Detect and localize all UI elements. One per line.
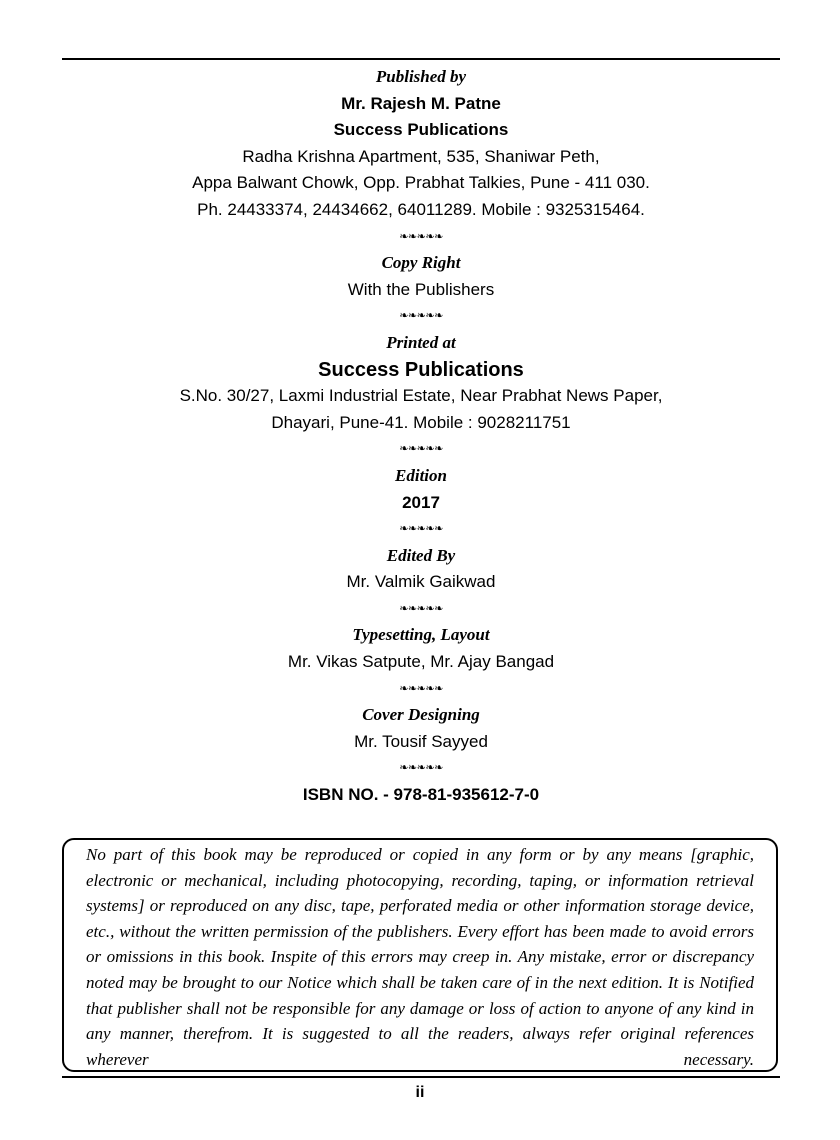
copyright-heading: Copy Right (381, 253, 461, 273)
copyright-text: With the Publishers (347, 279, 495, 299)
publisher-name: Mr. Rajesh M. Patne (341, 93, 501, 113)
ornament-divider-icon: ❧❧❧❧❧ (399, 309, 443, 323)
top-rule (62, 58, 780, 60)
printer-company: Success Publications (318, 358, 524, 381)
copyright-notice-box (62, 838, 778, 1072)
editor-name: Mr. Valmik Gaikwad (346, 572, 496, 592)
publisher-address-line1: Radha Krishna Apartment, 535, Shaniwar Peth, (242, 146, 600, 166)
ornament-divider-icon: ❧❧❧❧❧ (399, 761, 443, 775)
ornament-divider-icon: ❧❧❧❧❧ (399, 442, 443, 456)
printer-address-line1: S.No. 30/27, Laxmi Industrial Estate, Near Prabhat News Paper, (179, 386, 663, 406)
edition-year: 2017 (402, 492, 440, 512)
ornament-divider-icon: ❧❧❧❧❧ (399, 229, 443, 243)
edition-heading: Edition (395, 465, 447, 485)
cover-designing-heading: Cover Designing (362, 705, 480, 725)
printer-address-line2: Dhayari, Pune-41. Mobile : 9028211751 (271, 412, 571, 432)
isbn: ISBN NO. - 978-81-935612-7-0 (302, 785, 540, 805)
typesetting-heading: Typesetting, Layout (352, 625, 490, 645)
page-number: ii (415, 1084, 425, 1101)
publisher-address-line2: Appa Balwant Chowk, Opp. Prabhat Talkies, Pune - 411 030. (192, 173, 650, 193)
printed-at-heading: Printed at (386, 332, 456, 352)
ornament-divider-icon: ❧❧❧❧❧ (399, 681, 443, 695)
published-by-heading: Published by (375, 67, 467, 86)
typesetting-names: Mr. Vikas Satpute, Mr. Ajay Bangad (287, 652, 555, 672)
ornament-divider-icon: ❧❧❧❧❧ (399, 522, 443, 536)
ornament-divider-icon: ❧❧❧❧❧ (399, 601, 443, 615)
publisher-company: Success Publications (333, 120, 509, 140)
bottom-rule (62, 1076, 780, 1078)
cover-designer-name: Mr. Tousif Sayyed (354, 731, 488, 751)
publisher-phone: Ph. 24433374, 24434662, 64011289. Mobile : 9325315464. (197, 199, 645, 219)
edited-by-heading: Edited By (386, 545, 456, 565)
copyright-notice-text: No part of this book may be reproduced or copied in any form or by any means [graphic, electronic or mechanical, including photocopying, recording, taping, or information retrieval systems] or reproduced on any disc, tape, perforated media or other information storage device, etc., without the written permission of the publishers. Every effort has been made to avoid errors or omissions in this book. Inspite of this errors may creep in. Any mistake, error or discrepancy noted may be brought to our Notice which shall be taken care of in the next edition. It is Notified that publisher shall not be responsible for any damage or loss of action to anyone of any kind in any manner, therefrom. It is suggested to all the readers, always refer original references wherever necessary. (86, 845, 754, 1069)
imprint-block (62, 64, 780, 809)
